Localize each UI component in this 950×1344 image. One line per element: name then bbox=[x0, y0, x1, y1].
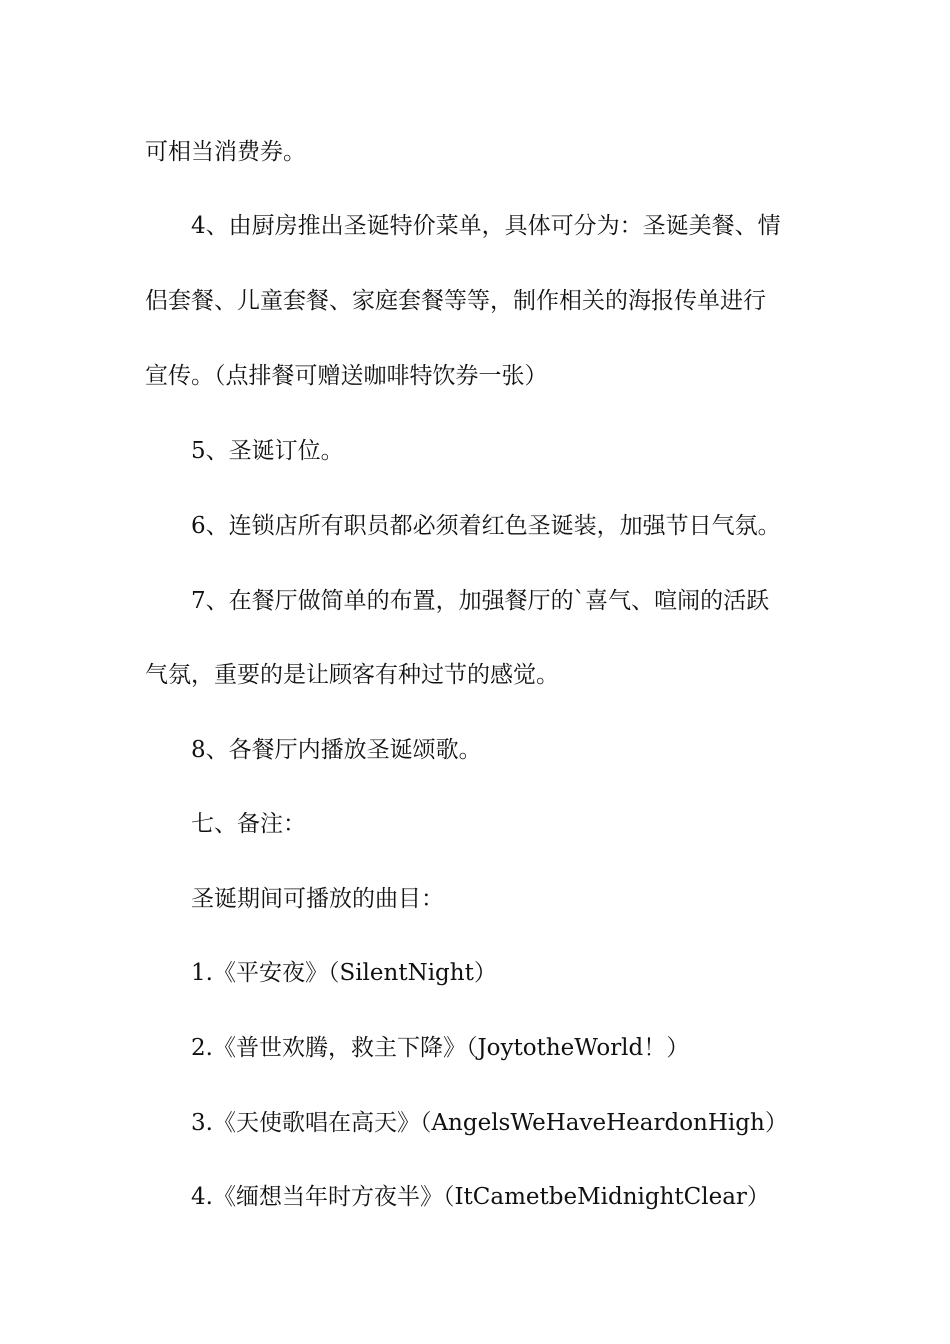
paragraph-line: 圣诞期间可播放的曲目： bbox=[191, 886, 444, 912]
paragraph-line: 可相当消费券。 bbox=[145, 139, 306, 165]
paragraph-line: 侣套餐、儿童套餐、家庭套餐等等，制作相关的海报传单进行 bbox=[145, 288, 766, 314]
paragraph-line: 6、连锁店所有职员都必须着红色圣诞装，加强节日气氛。 bbox=[191, 513, 781, 539]
list-item: 4.《缅想当年时方夜半》（ItCametbeMidnightClear） bbox=[191, 1184, 770, 1210]
paragraph-line: 5、圣诞订位。 bbox=[191, 438, 344, 464]
section-heading: 七、备注： bbox=[191, 811, 306, 837]
list-item: 3.《天使歌唱在高天》（AngelsWeHaveHeardonHigh） bbox=[191, 1110, 788, 1136]
list-item: 1.《平安夜》（SilentNight） bbox=[191, 960, 497, 986]
list-item: 2.《普世欢腾，救主下降》（JoytotheWorld！） bbox=[191, 1035, 690, 1061]
paragraph-line: 8、各餐厅内播放圣诞颂歌。 bbox=[191, 737, 482, 763]
paragraph-line: 7、在餐厅做简单的布置，加强餐厅的`喜气、喧闹的活跃 bbox=[191, 588, 770, 614]
paragraph-line: 4、由厨房推出圣诞特价菜单，具体可分为：圣诞美餐、情 bbox=[191, 213, 781, 239]
paragraph-line: 宣传。（点排餐可赠送咖啡特饮券一张） bbox=[145, 363, 548, 389]
paragraph-line: 气氛，重要的是让顾客有种过节的感觉。 bbox=[145, 662, 559, 688]
